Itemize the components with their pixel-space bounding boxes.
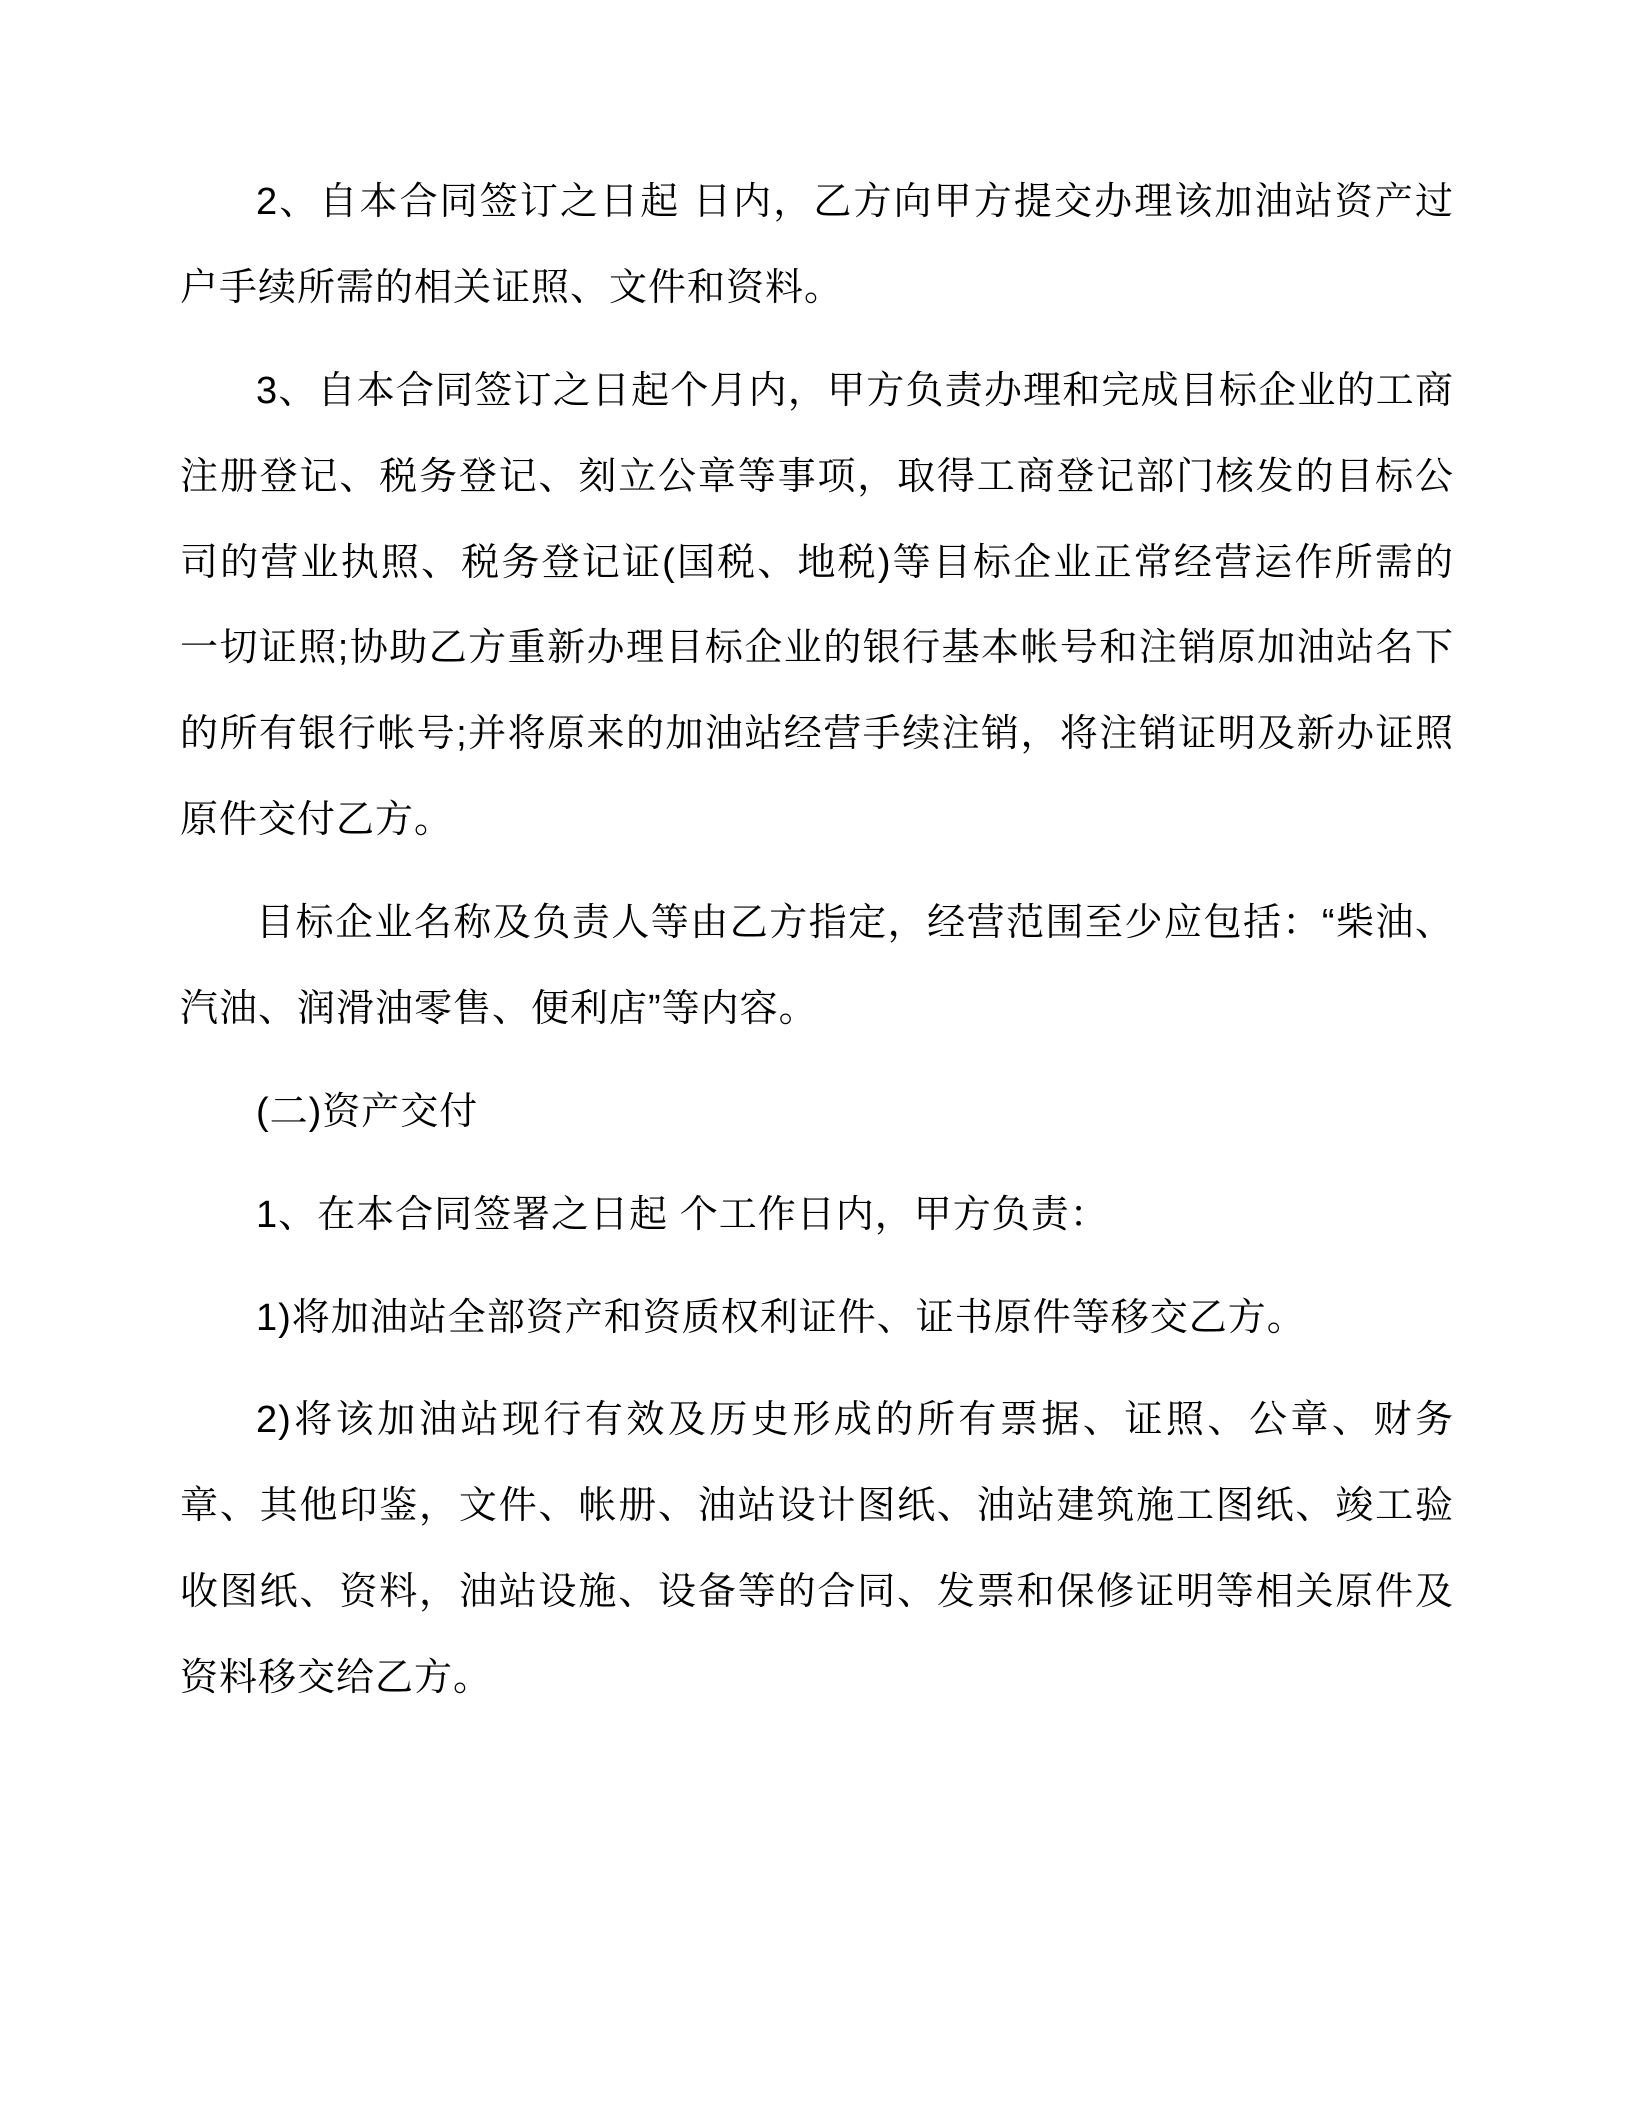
paragraph-clause-3: 3、自本合同签订之日起个月内，甲方负责办理和完成目标企业的工商注册登记、税务登记、刻立公章等事项，取得工商登记部门核发的目标公司的营业执照、税务登记证(国税、地税)等目标企业正常经营运作所需的一切证照;协助乙方重新办理目标企业的银行基本帐号和注销原加油站名下的所有银行帐号;并将原来的加油站经营手续注销，将注销证明及新办证照原件交付乙方。 [180,369,1454,842]
paragraph-target-enterprise-scope: 目标企业名称及负责人等由乙方指定，经营范围至少应包括：“柴油、汽油、润滑油零售、便利店”等内容。 [180,902,1454,1030]
paragraph-clause-1-asset-delivery: 1、在本合同签署之日起 个工作日内，甲方负责： [256,1193,1109,1236]
paragraph-clause-2: 2、自本合同签订之日起 日内，乙方向甲方提交办理该加油站资产过户手续所需的相关证照、文件和资料。 [180,181,1454,309]
document-body [180,160,1454,1722]
paragraph-item-2-handover: 2)将该加油站现行有效及历史形成的所有票据、证照、公章、财务章、其他印鉴，文件、帐册、油站设计图纸、油站建筑施工图纸、竣工验收图纸、资料，油站设施、设备等的合同、发票和保修证明等相关原件及资料移交给乙方。 [180,1399,1454,1699]
paragraph-item-1-handover: 1)将加油站全部资产和资质权利证件、证书原件等移交乙方。 [256,1296,1306,1339]
paragraph-section-heading-asset-delivery: (二)资产交付 [256,1090,479,1133]
